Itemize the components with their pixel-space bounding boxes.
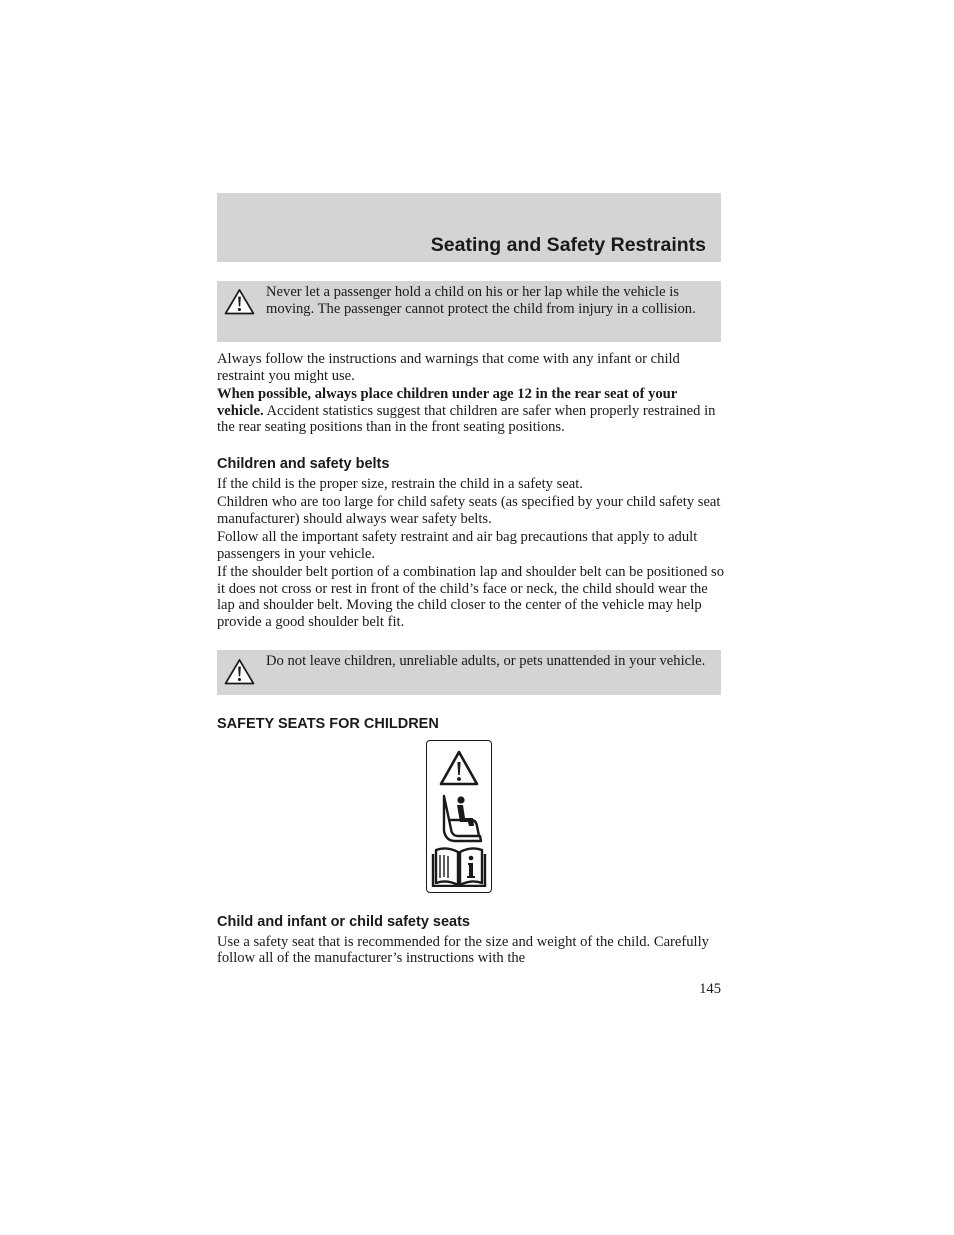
bold-statement: When possible, always place children under age 12 in the rear seat of your vehicle. — [217, 386, 677, 419]
warning-text: Do not leave children, unreliable adults, or pets unattended in your vehicle. — [266, 653, 706, 669]
paragraph: Use a safety seat that is recommended for the size and weight of the child. Carefully follow all of the manufacturer’s instructions with the — [217, 933, 709, 966]
sub-heading: Children and safety belts — [217, 456, 390, 472]
section-title: Seating and Safety Restraints — [430, 234, 706, 256]
warning-triangle-icon — [224, 288, 255, 315]
sub-heading: Child and infant or child safety seats — [217, 914, 470, 930]
warning-text: Never let a passenger hold a child on his or her lap while the vehicle is moving. The passenger cannot protect the child from injury in a collision. — [266, 284, 696, 317]
paragraph: Children who are too large for child safety seats (as specified by your child safety seat manufacturer) should always wear safety belts. — [217, 494, 721, 527]
paragraph: If the child is the proper size, restrain the child in a safety seat. — [217, 475, 583, 492]
paragraph: Follow all the important safety restraint and air bag precautions that apply to adult passengers in your vehicle. — [217, 529, 698, 562]
paragraph: If the shoulder belt portion of a combination lap and shoulder belt can be positioned so it does not cross or rest in front of the child’s face or neck, the child should wear the lap and shoulder belt. Moving the child closer to the center of the vehicle may help provide a good shoulder belt fit. — [217, 564, 725, 630]
owner-manual-info-icon — [427, 845, 491, 887]
warning-triangle-icon — [427, 749, 491, 789]
infant-seats-section — [217, 914, 727, 969]
section-heading: SAFETY SEATS FOR CHILDREN — [217, 716, 439, 732]
children-belts-section — [217, 456, 727, 632]
intro-text — [217, 351, 727, 438]
warning-box-unattended — [217, 650, 721, 695]
child-seat-icon — [427, 793, 491, 843]
paragraph-continuation: Accident statistics suggest that children are safer when properly restrained in the rear seating positions than in the front seating positions. — [217, 402, 716, 435]
page-number: 145 — [699, 981, 721, 997]
warning-triangle-icon — [224, 658, 255, 685]
paragraph: Always follow the instructions and warnings that come with any infant or child restraint you might use. — [217, 351, 680, 384]
warning-box-lap — [217, 281, 721, 342]
paragraph — [217, 386, 727, 436]
section-header-band — [217, 193, 721, 262]
safety-symbol-panel — [426, 740, 492, 893]
